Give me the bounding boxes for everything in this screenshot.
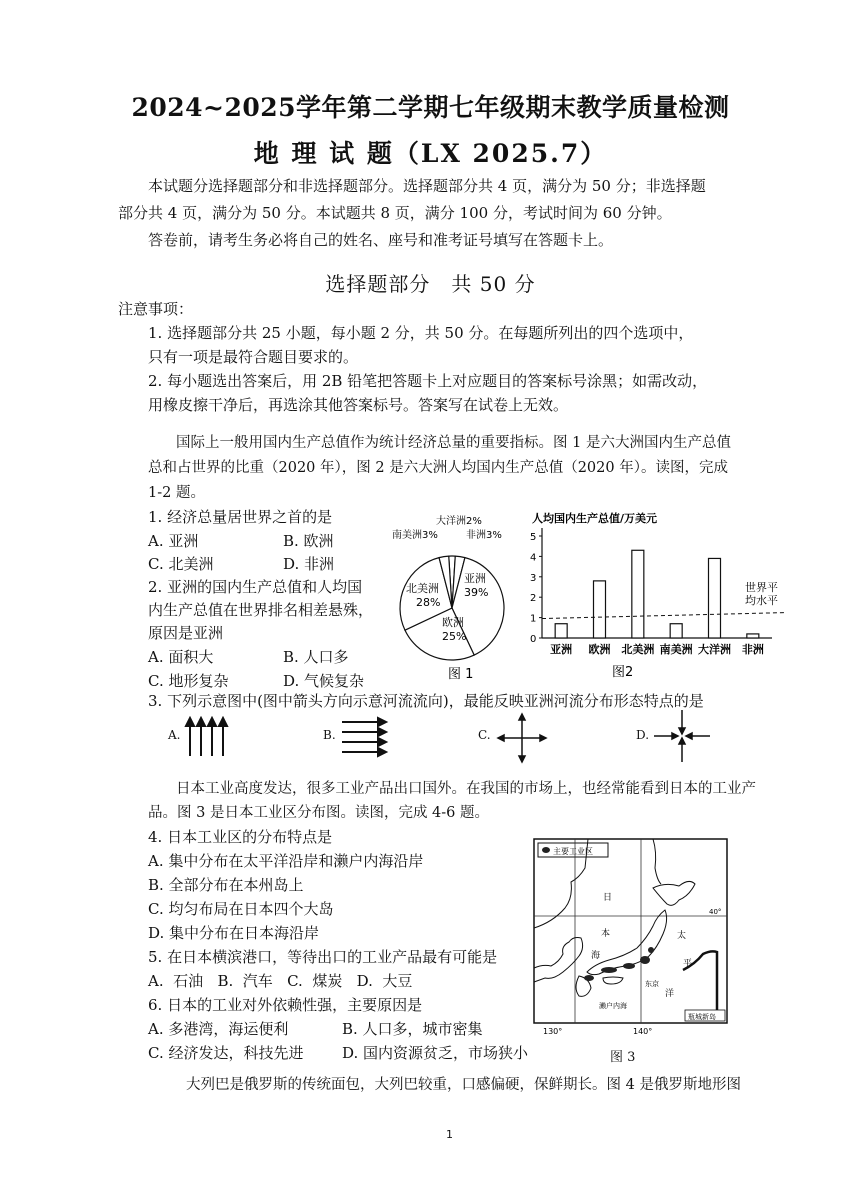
q6-option-a: A. 多港湾，海运便利 xyxy=(148,1020,289,1038)
pie-label-oceania: 大洋洲2% xyxy=(436,516,482,527)
passage2-line-2: 品。图 3 是日本工业区分布图。读图，完成 4-6 题。 xyxy=(148,805,490,821)
map-legend-label: 主要工业区 xyxy=(553,847,593,856)
bar-category-label: 大洋洲 xyxy=(698,643,731,656)
map-lon-140: 140° xyxy=(633,1027,653,1036)
pie-label-europe: 欧洲 xyxy=(442,616,464,629)
page-number: 1 xyxy=(446,1128,453,1141)
bar-category-label: 亚洲 xyxy=(550,643,573,656)
figure-2-caption: 图2 xyxy=(612,665,634,680)
figure-2-bar-chart xyxy=(520,508,790,690)
bar-category-label: 欧洲 xyxy=(588,643,611,656)
bar-5 xyxy=(747,634,759,638)
exam-subtitle: 地 理 试 题（LX 2025.7） xyxy=(253,139,608,168)
note-2b: 用橡皮擦干净后，再选涂其他答案标号。答案写在试卷上无效。 xyxy=(148,396,569,414)
map-sea-ben: 本 xyxy=(601,929,611,939)
passage1-line-2: 总和占世界的比重（2020 年），图 2 是六大洲人均国内生产总值（2020 年）。读图，完成 xyxy=(148,460,728,476)
bar-3 xyxy=(670,624,682,638)
bar-category-label: 非洲 xyxy=(741,643,764,656)
q4-option-c: C. 均匀布局在日本四个大岛 xyxy=(148,900,334,918)
note-1b: 只有一项是最符合题目要求的。 xyxy=(148,348,359,366)
q4-option-b: B. 全部分布在本州岛上 xyxy=(148,876,304,894)
passage1-line-3: 1-2 题。 xyxy=(148,485,205,501)
q3-option-a-diagram xyxy=(184,716,234,758)
figure-3-japan-map xyxy=(533,838,729,1038)
q3-option-b-diagram xyxy=(340,716,390,758)
q4-stem: 4. 日本工业区的分布特点是 xyxy=(148,828,333,846)
bar-y-tick-label: 3 xyxy=(530,572,537,584)
q1-option-b: B. 欧洲 xyxy=(283,532,334,550)
world-average-line xyxy=(542,613,786,619)
bar-category-label: 北美洲 xyxy=(621,643,655,656)
q2-option-b: B. 人口多 xyxy=(283,648,349,666)
q5-stem: 5. 在日本横滨港口，等待出口的工业产品最有可能是 xyxy=(148,948,498,966)
map-label-tokyo: 东京 xyxy=(645,980,659,988)
map-ocean-ping: 平 xyxy=(683,959,693,969)
q1-option-a: A. 亚洲 xyxy=(148,532,199,550)
q6-option-b: B. 人口多，城市密集 xyxy=(342,1020,483,1038)
map-lon-130: 130° xyxy=(543,1027,563,1036)
map-lat-40: 40° xyxy=(709,908,722,916)
bar-2 xyxy=(632,550,644,638)
q2-option-a: A. 面积大 xyxy=(148,648,214,666)
q2-line-2: 内生产总值在世界排名相差悬殊， xyxy=(148,601,374,619)
pie-label-asia: 亚洲 xyxy=(464,572,486,585)
pie-label-africa: 非洲3% xyxy=(466,530,502,541)
q2-option-d: D. 气候复杂 xyxy=(283,672,365,690)
figure-1-pie-chart xyxy=(390,510,530,690)
pie-label-asia-pct: 39% xyxy=(464,586,489,599)
map-corner-label: 瓶城新岛 xyxy=(688,1013,716,1021)
figure-1-caption: 图 1 xyxy=(448,667,474,682)
map-sea-hai: 海 xyxy=(591,951,601,961)
map-sea-ri: 日 xyxy=(603,893,613,903)
q2-line-1: 2. 亚洲的国内生产总值和人均国 xyxy=(148,578,363,596)
intro-line-1: 本试题分选择题部分和非选择题部分。选择题部分共 4 页，满分为 50 分；非选择题 xyxy=(148,177,706,195)
section-title: 选择题部分 共 50 分 xyxy=(325,272,536,296)
bar-chart-ylabel: 人均国内生产总值/万美元 xyxy=(532,512,658,525)
q1-option-d: D. 非洲 xyxy=(283,555,335,573)
q1-stem: 1. 经济总量居世界之首的是 xyxy=(148,508,333,526)
figure-3-caption: 图 3 xyxy=(610,1050,636,1065)
q3-stem: 3. 下列示意图中(图中箭头方向示意河流流向)，最能反映亚洲河流分布形态特点的是 xyxy=(148,692,704,710)
q4-option-a: A. 集中分布在太平洋沿岸和濑户内海沿岸 xyxy=(148,852,424,870)
q5-options: A. 石油 B. 汽车 C. 煤炭 D. 大豆 xyxy=(148,972,413,990)
bar-4 xyxy=(709,558,721,638)
bar-0 xyxy=(555,624,567,638)
q3-option-d-diagram xyxy=(652,708,712,764)
note-1a: 1. 选择题部分共 25 小题，每小题 2 分，共 50 分。在每题所列出的四个选项中， xyxy=(148,324,694,342)
passage3-line-1: 大列巴是俄罗斯的传统面包，大列巴较重，口感偏硬，保鲜期长。图 4 是俄罗斯地形图 xyxy=(186,1077,741,1093)
bar-category-label: 南美洲 xyxy=(659,643,693,656)
q3-option-c-diagram xyxy=(494,712,550,764)
q4-option-d: D. 集中分布在日本海沿岸 xyxy=(148,924,320,942)
bar-y-tick-label: 2 xyxy=(530,593,537,605)
bar-1 xyxy=(594,581,606,638)
q2-line-3: 原因是亚洲 xyxy=(148,624,224,642)
q3-option-b-label: B. xyxy=(323,728,336,742)
q1-option-c: C. 北美洲 xyxy=(148,555,214,573)
map-label-inland-sea: 濑户内海 xyxy=(599,1002,627,1010)
q3-option-d-label: D. xyxy=(636,728,650,742)
exam-title: 2024~2025学年第二学期七年级期末教学质量检测 xyxy=(131,93,730,122)
q6-option-d: D. 国内资源贫乏，市场狭小 xyxy=(342,1044,529,1062)
q6-option-c: C. 经济发达，科技先进 xyxy=(148,1044,304,1062)
bar-y-tick-label: 5 xyxy=(530,532,537,543)
pie-label-northam-pct: 28% xyxy=(416,596,441,609)
pie-label-southam: 南美洲3% xyxy=(392,530,438,541)
q6-stem: 6. 日本的工业对外依赖性强，主要原因是 xyxy=(148,996,423,1014)
note-2a: 2. 每小题选出答案后，用 2B 铅笔把答题卡上对应题目的答案标号涂黑；如需改动， xyxy=(148,372,708,390)
notes-heading: 注意事项： xyxy=(118,300,194,318)
intro-line-3: 答卷前，请考生务必将自己的姓名、座号和准考证号填写在答题卡上。 xyxy=(148,231,614,249)
intro-line-2: 部分共 4 页，满分为 50 分。本试题共 8 页，满分 100 分，考试时间为 60 分钟。 xyxy=(118,204,672,222)
world-avg-label-2: 均水平 xyxy=(745,594,778,607)
bar-y-tick-label: 0 xyxy=(530,634,537,645)
q3-option-a-label: A. xyxy=(168,728,181,742)
pie-label-northam: 北美洲 xyxy=(406,582,439,595)
map-ocean-tai: 太 xyxy=(677,931,687,941)
map-ocean-yang: 洋 xyxy=(665,989,675,999)
pie-label-europe-pct: 25% xyxy=(442,630,467,643)
passage1-line-1: 国际上一般用国内生产总值作为统计经济总量的重要指标。图 1 是六大洲国内生产总值 xyxy=(176,435,731,451)
passage2-line-1: 日本工业高度发达，很多工业产品出口国外。在我国的市场上，也经常能看到日本的工业产 xyxy=(176,781,756,797)
bar-y-tick-label: 4 xyxy=(530,552,537,564)
bar-y-tick-label: 1 xyxy=(530,613,537,625)
world-avg-label-1: 世界平 xyxy=(745,581,778,594)
q2-option-c: C. 地形复杂 xyxy=(148,672,229,690)
q3-option-c-label: C. xyxy=(478,728,491,742)
